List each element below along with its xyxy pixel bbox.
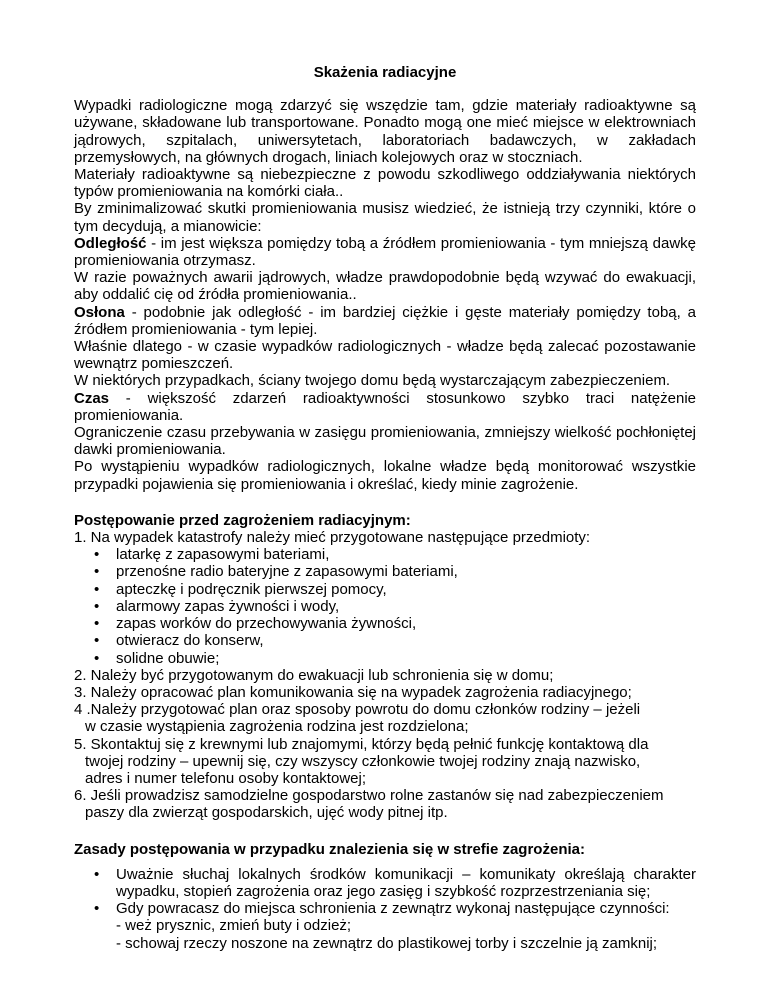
factor-shield-note-2: W niektórych przypadkach, ściany twojego domu będą wystarczającym zabezpieczeniem. [74, 372, 671, 390]
before-list [74, 529, 696, 821]
supply-item: • latarkę z zapasowymi bateriami, [74, 546, 696, 563]
supply-item: • zapas worków do przechowywania żywności, [74, 615, 696, 632]
factor-shield-note-1: Właśnie dlatego - w czasie wypadków radiologicznych - władze będą zalecać pozostawanie wewnątrz pomieszczeń. [74, 338, 696, 373]
zone-sub-item-2: - schowaj rzeczy noszone na zewnątrz do plastikowej torby i szczelnie ją zamknij; [116, 934, 658, 952]
factor-time-note: Ograniczenie czasu przebywania w zasięgu promieniowania, zmniejszy wielkość pochłoniętej dawki promieniowania. [74, 424, 696, 459]
before-heading: Postępowanie przed zagrożeniem radiacyjnym: [74, 511, 411, 529]
before-item-5-line-3: adres i numer telefonu osoby kontaktowej; [85, 769, 366, 787]
factor-distance-term: Odległość [74, 234, 147, 252]
before-item-5 [74, 736, 696, 788]
before-item-5-line-2: twojej rodziny – upewnij się, czy wszyscy członkowie twojej rodziny znają nazwisko, [85, 752, 641, 770]
monitor-note: Po wystąpieniu wypadków radiologicznych, lokalne władze będą monitorować wszystkie przypadki pojawienia się promieniowania i określać, kiedy minie zagrożenie. [74, 458, 696, 493]
factor-shield [74, 304, 696, 338]
before-item-6-line-1: 6. Jeśli prowadzisz samodzielne gospodarstwo rolne zastanów się nad zabezpieczeniem [74, 787, 664, 805]
before-item-6 [74, 787, 696, 821]
supply-item: • apteczkę i podręcznik pierwszej pomocy, [74, 581, 696, 598]
zone-bullet-2 [74, 900, 696, 952]
intro-paragraph-2: Materiały radioaktywne są niebezpieczne z powodu szkodliwego oddziaływania niektórych typów promieniowania na komórki ciała.. [74, 166, 696, 201]
factor-distance-text: - im jest większa pomiędzy tobą a źródłem promieniowania - tym mniejszą dawkę promieniowania otrzymasz. [74, 234, 696, 270]
zone-sub-item-1: - weż prysznic, zmień buty i odzież; [116, 917, 352, 935]
before-item-1: 1. Na wypadek katastrofy należy mieć przygotowane następujące przedmioty: [74, 529, 591, 547]
zone-heading: Zasady postępowania w przypadku znalezienia się w strefie zagrożenia: [74, 840, 585, 858]
factor-shield-term: Osłona [74, 303, 125, 321]
factor-shield-text: - podobnie jak odległość - im bardziej ciężkie i gęste materiały pomiędzy tobą, a źródłem promieniowania - tym lepiej. [74, 303, 696, 338]
before-item-5-line-1: 5. Skontaktuj się z krewnymi lub znajomymi, którzy będą pełnić funkcję kontaktową dla [74, 735, 649, 753]
factor-distance [74, 235, 696, 269]
document-page [74, 64, 696, 952]
supplies-list [74, 546, 696, 666]
supply-item: • solidne obuwie; [74, 650, 696, 667]
before-item-2: 2. Należy być przygotowanym do ewakuacji lub schronienia się w domu; [74, 666, 554, 684]
document-title: Skażenia radiacyjne [313, 64, 457, 81]
supply-item: • otwieracz do konserw, [74, 632, 696, 649]
factor-time [74, 390, 696, 424]
zone-bullet-2-text: • Gdy powracasz do miejsca schronienia z zewnątrz wykonaj następujące czynności: [116, 900, 670, 918]
supply-item: • alarmowy zapas żywności i wody, [74, 598, 696, 615]
intro-paragraph-3: By zminimalizować skutki promieniowania musisz wiedzieć, że istnieją trzy czynniki, które o tym decydują, a mianowicie: [74, 200, 696, 235]
before-item-3: 3. Należy opracować plan komunikowania się na wypadek zagrożenia radiacyjnego; [74, 683, 632, 701]
factor-time-text: - większość zdarzeń radioaktywności stosunkowo szybko traci natężenie promieniowania. [74, 389, 696, 424]
before-item-6-line-2: paszy dla zwierząt gospodarskich, ujęć wody pitnej itp. [85, 804, 448, 822]
intro-paragraph-1: Wypadki radiologiczne mogą zdarzyć się wszędzie tam, gdzie materiały radioaktywne są używane, składowane lub transportowane. Ponadto mogą one mieć miejsce w elektrowniach jądrowych, szpitalach, uniwersytetach, laboratoriach badawczych, w zakładach przemysłowych, na głównych drogach, liniach kolejowych oraz w stoczniach. [74, 97, 696, 166]
zone-list [74, 866, 696, 952]
factor-distance-note: W razie poważnych awarii jądrowych, władze prawdopodobnie będą wzywać do ewakuacji, aby oddalić cię od źródła promieniowania.. [74, 269, 696, 304]
zone-bullet-1: • Uważnie słuchaj lokalnych środków komunikacji – komunikaty określają charakter wypadku, stopień zagrożenia oraz jego zasięg i szybkość rozprzestrzeniania się; [74, 866, 696, 900]
before-item-4-line-1: 4 .Należy przygotować plan oraz sposoby powrotu do domu członków rodziny – jeżeli [74, 701, 641, 719]
before-item-4 [74, 701, 696, 735]
before-item-4-line-2: w czasie wystąpienia zagrożenia rodzina jest rozdzielona; [85, 718, 469, 736]
factor-time-term: Czas [74, 389, 110, 407]
supply-item: • przenośne radio bateryjne z zapasowymi bateriami, [74, 563, 696, 580]
